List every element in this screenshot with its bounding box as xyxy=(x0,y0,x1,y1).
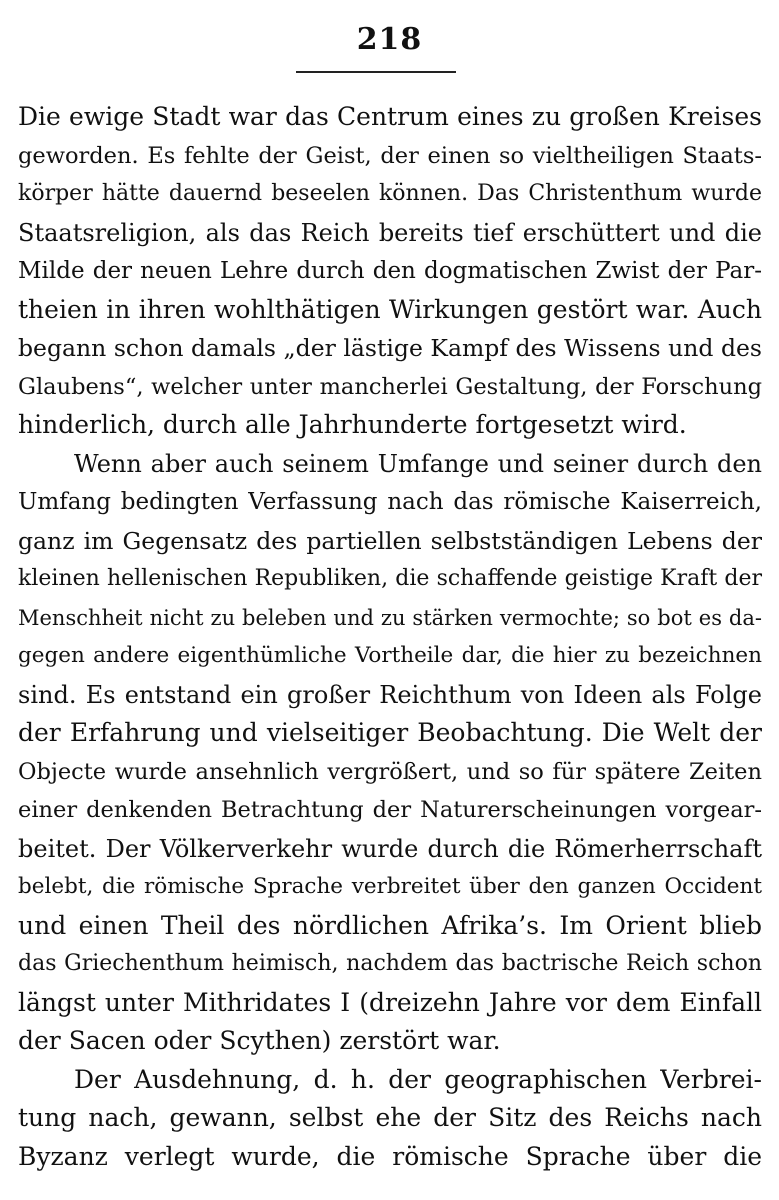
text-line: tung nach, gewann, selbst ehe der Sitz des Reichs nach xyxy=(18,1103,762,1132)
body-text xyxy=(18,98,762,1176)
header-rule xyxy=(296,71,456,73)
text-line: das Griechenthum heimisch, nachdem das bactrische Reich schon xyxy=(18,951,762,976)
text-line: hinderlich, durch alle Jahrhunderte fortgesetzt wird. xyxy=(18,410,687,439)
text-line: Byzanz verlegt wurde, die römische Sprache über die xyxy=(18,1141,762,1171)
text-line: beitet. Der Völkerverkehr wurde durch die Römerherrschaft xyxy=(18,834,762,863)
text-line: der Sacen oder Scythen) zerstört war. xyxy=(18,1026,501,1055)
text-line: und einen Theil des nördlichen Afrika’s. Im Orient blieb xyxy=(18,910,762,940)
text-line: Der Ausdehnung, d. h. der geographischen Verbrei- xyxy=(74,1064,762,1094)
text-line: belebt, die römische Sprache verbreitet über den ganzen Occident xyxy=(18,874,762,899)
text-line: ganz im Gegensatz des partiellen selbstständigen Lebens der xyxy=(18,526,762,555)
text-line: theien in ihren wohlthätigen Wirkungen gestört war. Auch xyxy=(18,294,762,324)
text-line: der Erfahrung und vielseitiger Beobachtung. Die Welt der xyxy=(18,718,762,747)
text-line: Staatsreligion, als das Reich bereits tief erschüttert und die xyxy=(18,218,762,247)
text-line: Milde der neuen Lehre durch den dogmatischen Zwist der Par- xyxy=(18,258,762,284)
text-line: geworden. Es fehlte der Geist, der einen so vieltheiligen Staats- xyxy=(18,142,762,169)
text-line: gegen andere eigenthümliche Vortheile dar, die hier zu bezeichnen xyxy=(18,643,762,668)
text-line: körper hätte dauernd beseelen können. Das Christenthum wurde xyxy=(18,181,762,206)
text-line: Umfang bedingten Verfassung nach das römische Kaiserreich, xyxy=(18,489,762,515)
text-line: einer denkenden Betrachtung der Naturerscheinungen vorgear- xyxy=(18,797,762,823)
text-line: Menschheit nicht zu beleben und zu stärken vermochte; so bot es da- xyxy=(18,605,762,630)
text-line: begann schon damals „der lästige Kampf des Wissens und des xyxy=(18,334,762,362)
text-line: Glaubens“, welcher unter mancherlei Gestaltung, der Forschung xyxy=(18,373,762,400)
text-line: sind. Es entstand ein großer Reichthum von Ideen als Folge xyxy=(18,680,762,709)
text-line: kleinen hellenischen Republiken, die schaffende geistige Kraft der xyxy=(18,566,762,591)
text-line: Die ewige Stadt war das Centrum eines zu großen Kreises xyxy=(18,102,762,131)
text-line: Wenn aber auch seinem Umfange und seiner durch den xyxy=(74,449,762,478)
page-number: 218 xyxy=(356,22,423,57)
text-line: längst unter Mithridates I (dreizehn Jahre vor dem Einfall xyxy=(18,987,762,1017)
text-line: Objecte wurde ansehnlich vergrößert, und so für spätere Zeiten xyxy=(18,758,762,785)
